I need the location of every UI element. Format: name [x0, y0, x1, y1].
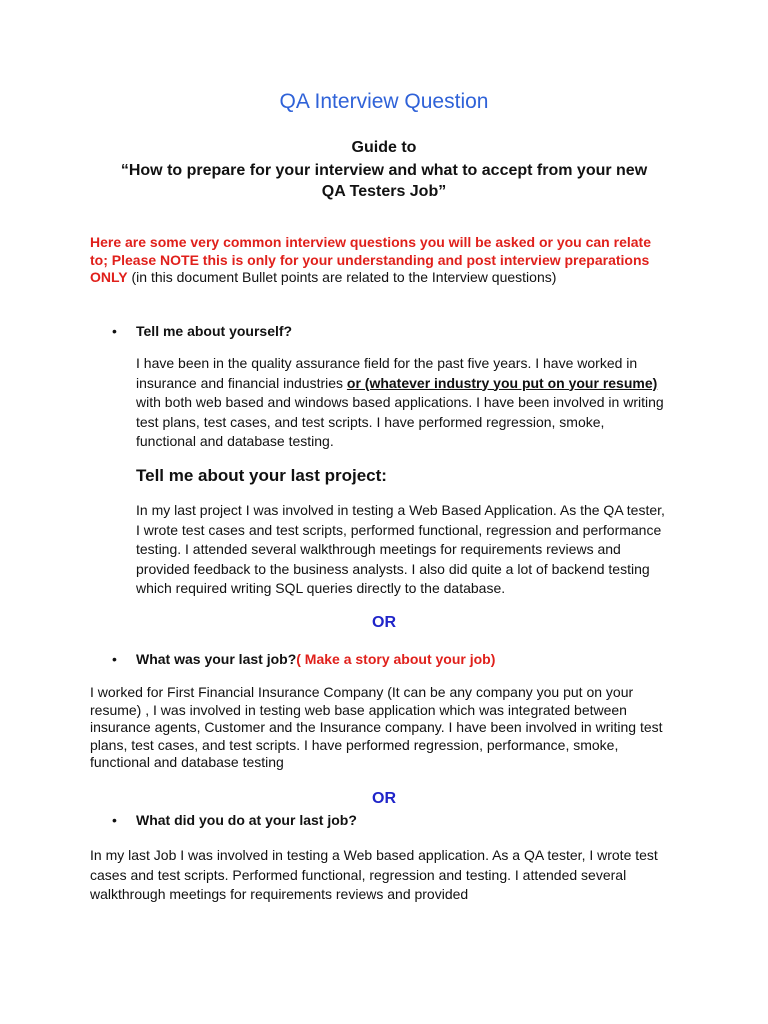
question-red-note: ( Make a story about your job)	[296, 651, 496, 667]
question-what-did-you-do	[112, 812, 357, 828]
or-divider: OR	[372, 790, 396, 807]
answer-underlined-text: or (whatever industry you put on your resume)	[346, 374, 658, 391]
answer-tell-me-about-yourself	[136, 354, 666, 452]
intro-note-red: Here are some very common interview questions you will be asked or you can relate to; Please NOTE this is only for your understanding and post interview preparations ONLY	[90, 234, 651, 285]
intro-note-normal: (in this document Bullet points are related to the Interview questions)	[127, 269, 557, 285]
answer-text-part2: with both web based and windows based applications. I have been involved in writing test plans, test cases, and test scripts. I have performed regression, smoke, functional and database testing.	[136, 394, 664, 449]
guide-subtitle-line2: QA Testers Job”	[321, 183, 447, 200]
or-divider: OR	[372, 614, 396, 631]
guide-subtitle-line1: “How to prepare for your interview and what to accept from your new	[120, 162, 648, 179]
bullet-icon: •	[112, 323, 117, 339]
question-text: What did you do at your last job?	[136, 812, 357, 828]
question-last-job	[112, 651, 496, 667]
answer-what-did-you-do: In my last Job I was involved in testing a Web based application. As a QA tester, I wrote test cases and test scripts. Performed functional, regression and testing. I attended several walkthrough meetings for requirements reviews and provided	[90, 847, 658, 902]
answer-last-project: In my last project I was involved in testing a Web Based Application. As the QA tester, I wrote test cases and test scripts, performed functional, regression and performance testing. I attended several walkthrough meetings for requirements reviews and provided feedback to the business analysts. I also did quite a lot of backend testing which required writing SQL queries directly to the database.	[136, 502, 665, 596]
document-title: QA Interview Question	[279, 90, 489, 113]
answer-last-job: I worked for First Financial Insurance Company (It can be any company you put on your resume) , I was involved in testing web base application which was integrated between insurance agents, Customer and the Insurance company. I have been involved in writing test plans, test cases, and test scripts. I have performed regression, performance, smoke, functional and database testing	[90, 684, 663, 770]
question-text: What was your last job?	[136, 651, 297, 667]
answer-text-part1: I have been in the quality assurance field for the past five years. I have worked in insurance and financial industries	[136, 355, 638, 391]
bullet-icon: •	[112, 651, 117, 667]
guide-heading: Guide to	[351, 139, 417, 156]
intro-paragraph	[90, 234, 670, 287]
heading-last-project: Tell me about your last project:	[136, 466, 387, 485]
question-tell-me-about-yourself	[112, 323, 293, 339]
guide-subtitle	[0, 160, 768, 202]
question-text: Tell me about yourself?	[136, 323, 293, 339]
bullet-icon: •	[112, 812, 117, 828]
